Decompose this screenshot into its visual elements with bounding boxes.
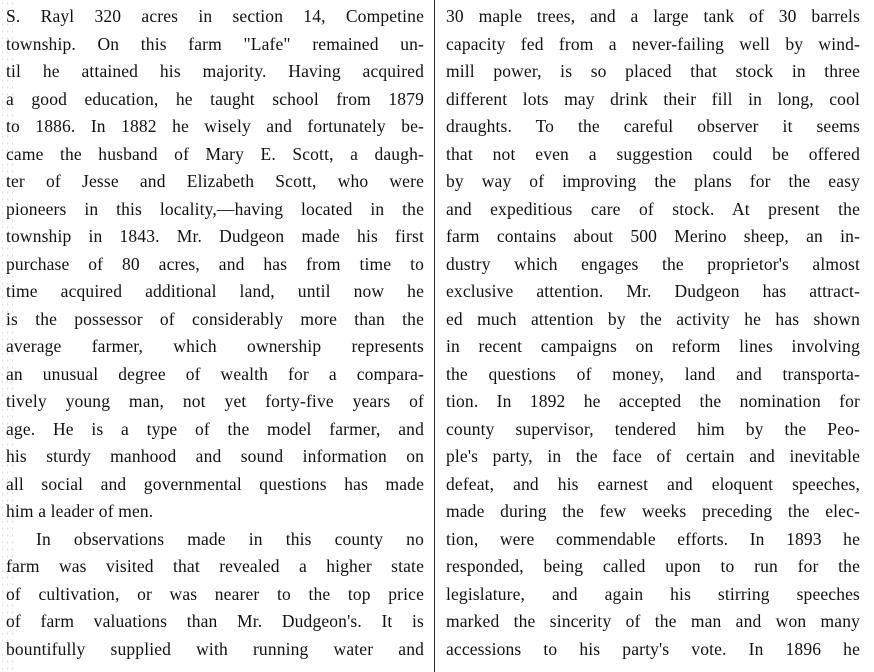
text-line: to 1886. In 1882 he wisely and fortunately be- [6,116,424,136]
text-line: dustry which engages the proprietor's almost [446,253,860,274]
text-line: in recent campaigns on reform lines involving [446,336,860,356]
right-text-column [446,0,860,672]
text-line: purchase of 80 acres, and has from time to [6,253,424,274]
paragraph-start-line: In observations made in this county no [36,528,424,549]
text-line: pioneers in this locality,—having located in the [6,198,424,219]
text-line: accessions to his party's vote. In 1896 he [446,638,860,659]
text-line: time acquired additional land, until now he [6,281,424,301]
text-line: ed much attention by the activity he has shown [446,308,860,329]
text-line: bountifully supplied with running water and [6,638,424,659]
text-line: an unusual degree of wealth for a compara- [6,363,424,384]
left-text-column [6,0,424,672]
paragraph-end-line: him a leader of men. [6,501,154,521]
text-line: legislature, and again his stirring speeches [446,583,860,604]
text-line: and expeditious care of stock. At present the [446,198,860,219]
text-line: defeat, and his earnest and eloquent speeches, [446,473,860,494]
text-line: 30 maple trees, and a large tank of 30 barrels [446,6,860,26]
text-line: til he attained his majority. Having acquired [6,61,424,81]
text-line: farm contains about 500 Merino sheep, an in- [446,226,860,246]
text-line: his sturdy manhood and sound information on [6,446,424,466]
text-line: age. He is a type of the model farmer, and [6,418,424,439]
text-line: S. Rayl 320 acres in section 14, Competine [6,6,424,26]
text-line: responded, being called upon to run for the [446,556,860,576]
text-line: of farm valuations than Mr. Dudgeon's. It is [6,611,424,631]
text-line: ple's party, in the face of certain and inevitable [446,446,860,466]
text-line: is the possessor of considerably more than the [6,308,424,329]
text-line: farm was visited that revealed a higher state [6,556,424,576]
column-divider [434,0,435,672]
text-line: marked the sincerity of the man and won many [446,611,860,631]
text-line: different lots may drink their fill in long, cool [446,88,860,109]
text-line: of cultivation, or was nearer to the top price [6,583,424,604]
text-line: the questions of money, land and transporta- [446,363,860,384]
text-line: average farmer, which ownership represents [6,336,424,356]
text-line: tively young man, not yet forty-five years of [6,391,424,411]
text-line: tion. In 1892 he accepted the nomination for [446,391,860,411]
text-line: all social and governmental questions has made [6,473,424,494]
text-line: county supervisor, tendered him by the Peo- [446,418,860,439]
text-line: capacity fed from a never-failing well by wind- [446,33,860,54]
text-line: exclusive attention. Mr. Dudgeon has attract- [446,281,860,301]
text-line: ter of Jesse and Elizabeth Scott, who were [6,171,424,191]
text-line: tion, were commendable efforts. In 1893 he [446,528,860,549]
text-line: that not even a suggestion could be offered [446,143,860,164]
text-line: mill power, is so placed that stock in three [446,61,860,81]
text-line: made during the few weeks preceding the elec- [446,501,860,521]
text-line: township in 1843. Mr. Dudgeon made his first [6,226,424,246]
text-line: came the husband of Mary E. Scott, a daugh- [6,143,424,164]
text-line: by way of improving the plans for the easy [446,171,860,191]
text-line: draughts. To the careful observer it seems [446,116,860,136]
text-line: township. On this farm "Lafe" remained un- [6,33,424,54]
text-line: a good education, he taught school from 1879 [6,88,424,109]
